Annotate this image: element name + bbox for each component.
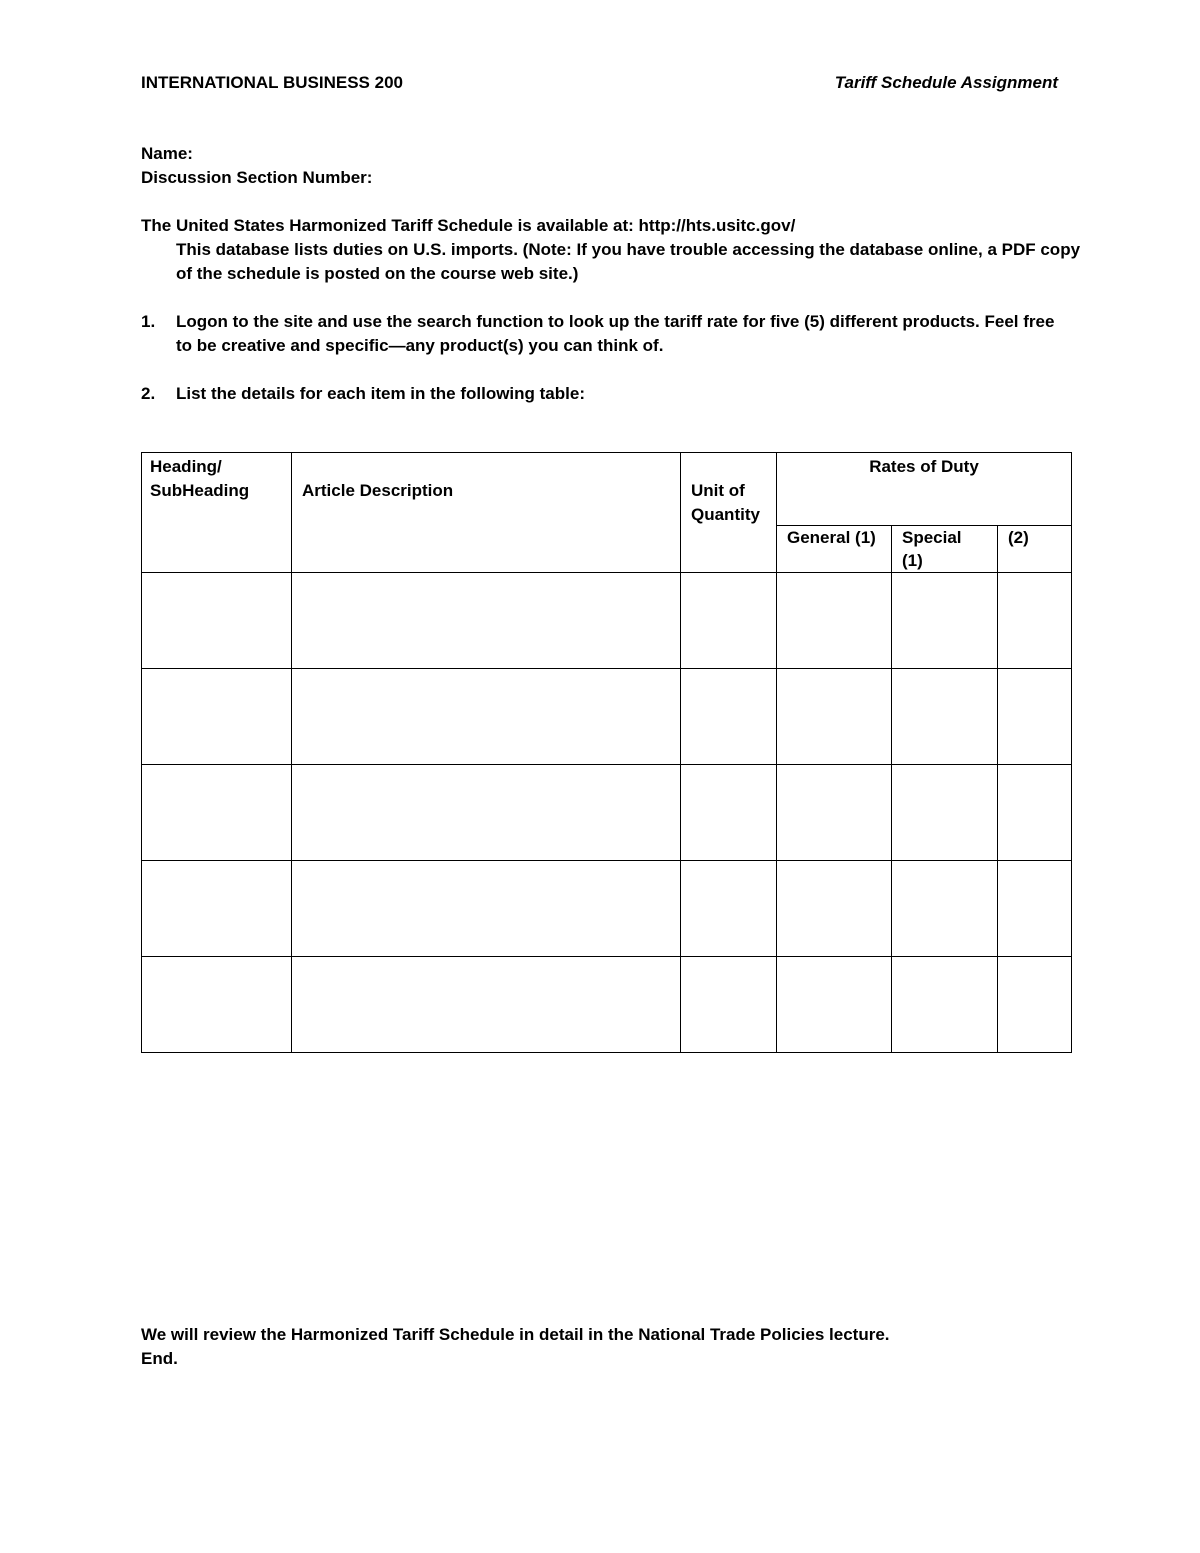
intro-line-1: The United States Harmonized Tariff Schedule is available at: http://hts.usitc.gov/ bbox=[141, 216, 796, 235]
instruction-1-line-2: to be creative and specific—any product(s) you can think of. bbox=[176, 336, 664, 355]
subheader-general: General (1) bbox=[777, 526, 892, 573]
tariff-table bbox=[141, 452, 1072, 1053]
header-heading-subheading bbox=[142, 453, 292, 573]
table-cell[interactable] bbox=[892, 957, 998, 1053]
table-row bbox=[142, 765, 1072, 861]
table-cell[interactable] bbox=[998, 669, 1072, 765]
table-cell[interactable] bbox=[777, 861, 892, 957]
table-cell[interactable] bbox=[777, 957, 892, 1053]
table-cell[interactable] bbox=[892, 573, 998, 669]
table-row bbox=[142, 573, 1072, 669]
footer-note: We will review the Harmonized Tariff Schedule in detail in the National Trade Policies lecture. bbox=[141, 1325, 890, 1344]
table-cell[interactable] bbox=[142, 669, 292, 765]
table-cell[interactable] bbox=[681, 765, 777, 861]
table-row bbox=[142, 669, 1072, 765]
subheader-special: Special (1) bbox=[892, 526, 998, 573]
table-cell[interactable] bbox=[892, 861, 998, 957]
table-cell[interactable] bbox=[681, 957, 777, 1053]
table-cell[interactable] bbox=[998, 765, 1072, 861]
footer-end: End. bbox=[141, 1349, 178, 1368]
table-cell[interactable] bbox=[681, 861, 777, 957]
header-unit-line-1: Unit of bbox=[691, 481, 745, 500]
instruction-number-1: 1. bbox=[141, 312, 156, 331]
table-row bbox=[142, 957, 1072, 1053]
course-title: INTERNATIONAL BUSINESS 200 bbox=[141, 73, 403, 92]
instruction-2-line-1: List the details for each item in the following table: bbox=[176, 384, 585, 403]
table-cell[interactable] bbox=[142, 861, 292, 957]
table-cell[interactable] bbox=[681, 669, 777, 765]
table-cell[interactable] bbox=[998, 861, 1072, 957]
instruction-number-2: 2. bbox=[141, 384, 156, 403]
intro-line-3: of the schedule is posted on the course web site.) bbox=[176, 264, 579, 283]
table-cell[interactable] bbox=[292, 765, 681, 861]
header-heading-line-1: Heading/ bbox=[150, 457, 222, 476]
header-heading-line-2: SubHeading bbox=[150, 481, 250, 500]
table-cell[interactable] bbox=[142, 765, 292, 861]
table-cell[interactable] bbox=[292, 861, 681, 957]
header-unit-line-2: Quantity bbox=[691, 505, 760, 524]
name-label: Name: bbox=[141, 144, 193, 163]
header-unit-of-quantity bbox=[681, 453, 777, 573]
table-cell[interactable] bbox=[142, 957, 292, 1053]
table-cell[interactable] bbox=[292, 669, 681, 765]
table-cell[interactable] bbox=[777, 765, 892, 861]
table-cell[interactable] bbox=[292, 957, 681, 1053]
table-cell[interactable] bbox=[142, 573, 292, 669]
assignment-title: Tariff Schedule Assignment bbox=[834, 73, 1058, 92]
table-cell[interactable] bbox=[892, 765, 998, 861]
table-cell[interactable] bbox=[777, 669, 892, 765]
section-number-label: Discussion Section Number: bbox=[141, 168, 373, 187]
subheader-column-2: (2) bbox=[998, 526, 1072, 573]
table-header-row bbox=[142, 453, 1072, 526]
table-cell[interactable] bbox=[892, 669, 998, 765]
table-cell[interactable] bbox=[777, 573, 892, 669]
header-rates-of-duty: Rates of Duty bbox=[777, 453, 1072, 526]
table-cell[interactable] bbox=[998, 957, 1072, 1053]
table-cell[interactable] bbox=[292, 573, 681, 669]
table-row bbox=[142, 861, 1072, 957]
header-article-description: Article Description bbox=[292, 453, 681, 573]
table-cell[interactable] bbox=[998, 573, 1072, 669]
table-cell[interactable] bbox=[681, 573, 777, 669]
intro-line-2: This database lists duties on U.S. imports. (Note: If you have trouble accessing the database online, a PDF copy bbox=[176, 240, 1081, 259]
instruction-1-line-1: Logon to the site and use the search function to look up the tariff rate for five (5) different products. Feel free bbox=[176, 312, 1055, 331]
